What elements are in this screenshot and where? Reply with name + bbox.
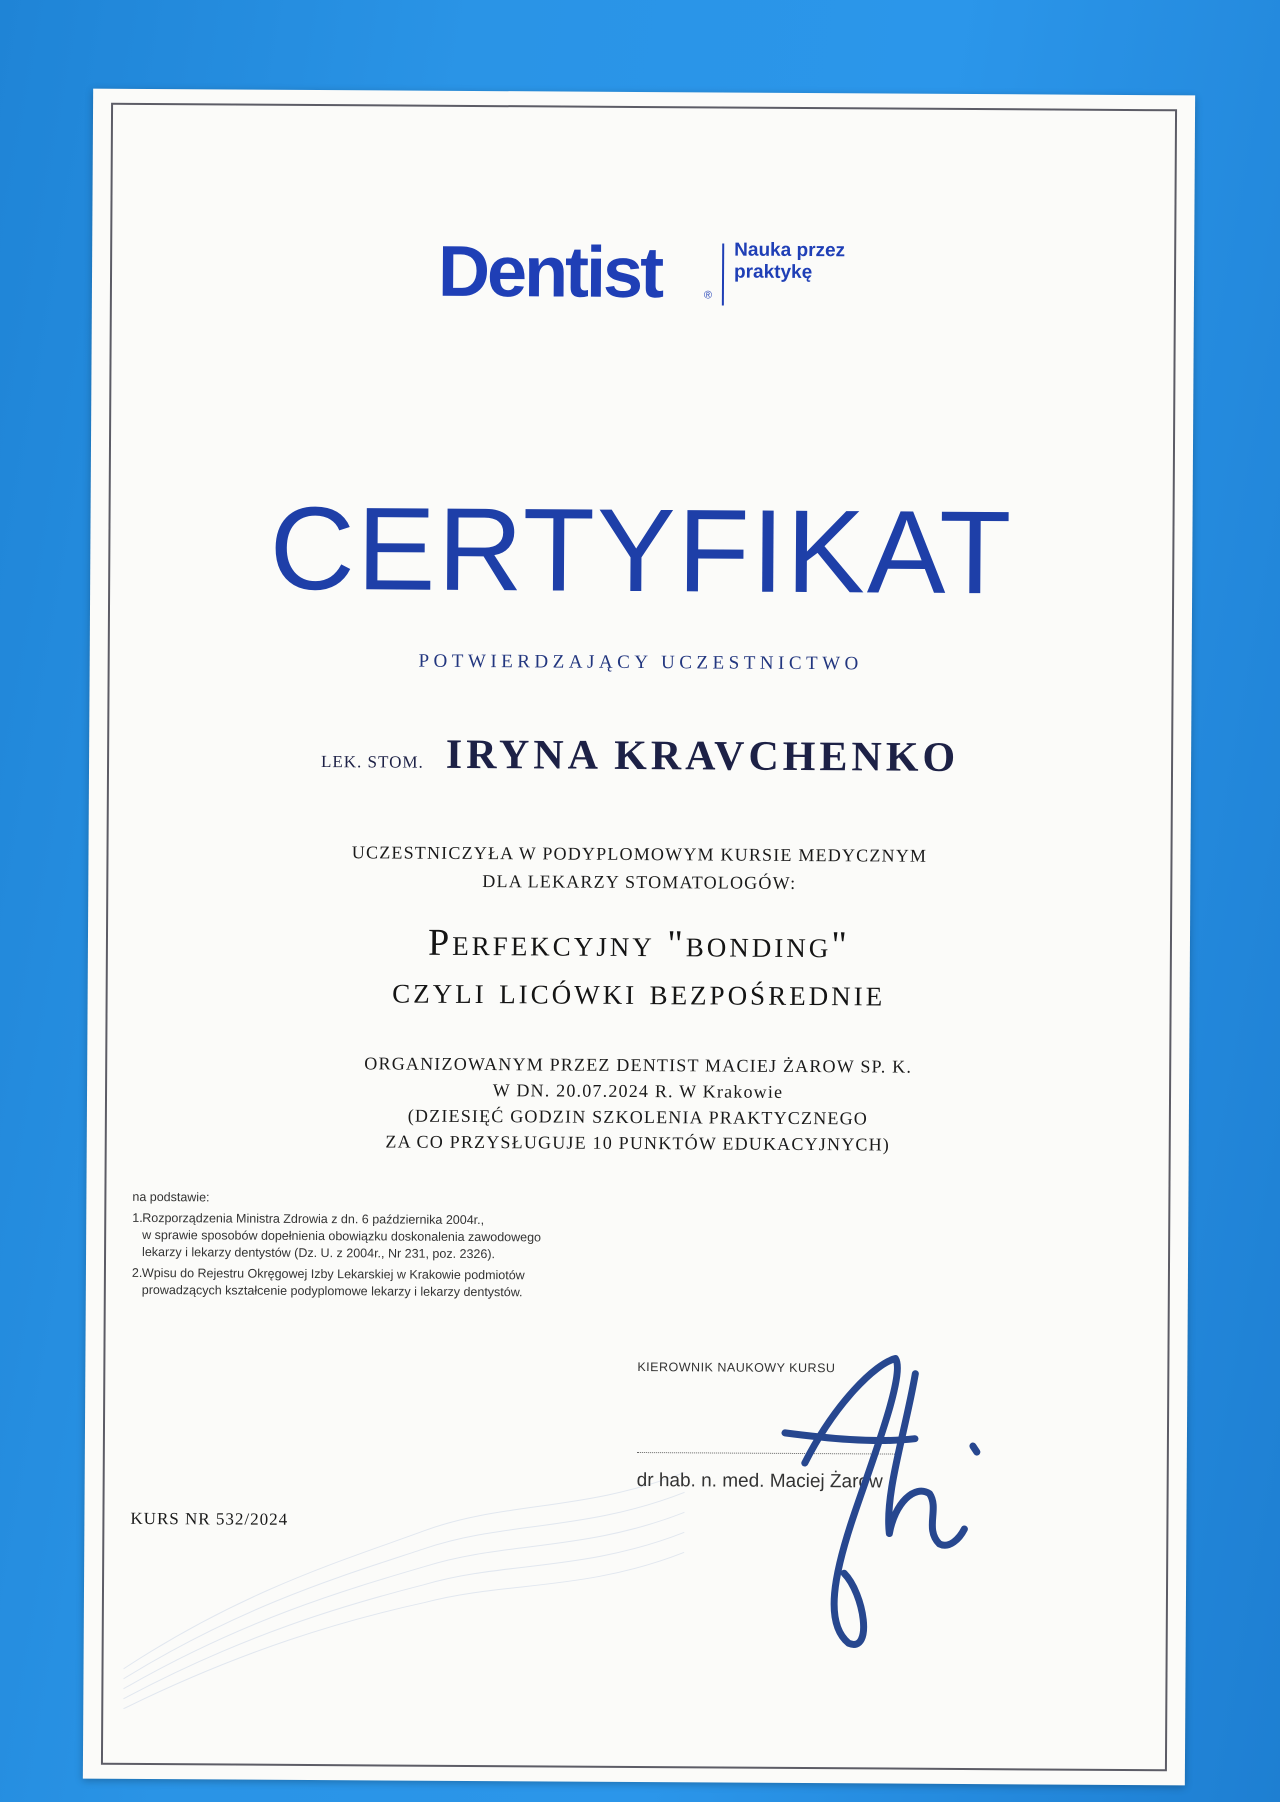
- legal-item-number: 2.: [131, 1265, 143, 1280]
- organizer-line: W DN. 20.07.2024 R. W Krakowie: [492, 1080, 784, 1102]
- certificate-subtitle: POTWIERDZAJĄCY UCZESTNICTWO: [418, 650, 863, 675]
- intro-line: UCZESTNICZYŁA W PODYPLOMOWYM KURSIE MEDYCZNYM: [351, 842, 928, 866]
- organizer-line: (DZIESIĘĆ GODZIN SZKOLENIA PRAKTYCZNEGO: [407, 1105, 869, 1129]
- certificate-title: CERTYFIKAT: [269, 482, 1014, 620]
- course-title-line: czyli licówki bezpośrednie: [392, 969, 886, 1015]
- course-title-line: Perfekcyjny "bonding": [427, 921, 850, 967]
- legal-item-line: w sprawie sposobów dopełnienia obowiązku doskonalenia zawodowego: [142, 1227, 542, 1245]
- legal-item-line: Rozporządzenia Ministra Zdrowia z dn. 6 października 2004r.,: [142, 1210, 485, 1228]
- course-title: [88, 917, 1191, 1020]
- certificate-sheet: [83, 89, 1195, 1786]
- legal-basis: [132, 1189, 653, 1306]
- logo-registered-mark: ®: [703, 289, 713, 302]
- legal-item-line: Wpisu do Rejestru Okręgowej Izby Lekarskiej w Krakowie podmiotów: [141, 1265, 525, 1283]
- intro-line: DLA LEKARZY STOMATOLOGÓW:: [482, 871, 797, 893]
- legal-list: [132, 1210, 653, 1302]
- signatory-name: dr hab. n. med. Maciej Żarow: [636, 1469, 883, 1493]
- participation-statement: [88, 837, 1190, 900]
- decorative-wave-pattern: [123, 1469, 684, 1712]
- logo-divider: [722, 243, 724, 305]
- legal-item: [132, 1265, 652, 1302]
- organizer-line: ZA CO PRZYSŁUGUJE 10 PUNKTÓW EDUKACYJNYCH): [385, 1131, 891, 1155]
- legal-item: [132, 1210, 652, 1264]
- course-number: KURS NR 532/2024: [130, 1508, 289, 1529]
- logo-wordmark: Dentist: [437, 231, 662, 314]
- signature-label: KIEROWNIK NAUKOWY KURSU: [637, 1359, 836, 1376]
- legal-item-line: prowadzących kształcenie podyplomowe lekarzy i lekarzy dentystów.: [141, 1282, 523, 1300]
- legal-item-line: lekarzy i lekarzy dentystów (Dz. U. z 2004r., Nr 231, poz. 2326).: [142, 1244, 496, 1262]
- organizer-line: ORGANIZOWANYM PRZEZ DENTIST MACIEJ ŻAROW SP. K.: [364, 1053, 913, 1077]
- logo-tagline: Nauka przez praktykę: [733, 239, 846, 284]
- legal-item-number: 1.: [132, 1210, 143, 1225]
- organizer-statement: [87, 1049, 1190, 1160]
- recipient-row: [89, 729, 1191, 784]
- recipient-title: LEK. STOM.: [320, 752, 424, 772]
- handwritten-signature: [764, 1343, 986, 1664]
- recipient-name: IRYNA KRAVCHENKO: [445, 731, 960, 781]
- legal-heading: na podstawie:: [132, 1189, 210, 1205]
